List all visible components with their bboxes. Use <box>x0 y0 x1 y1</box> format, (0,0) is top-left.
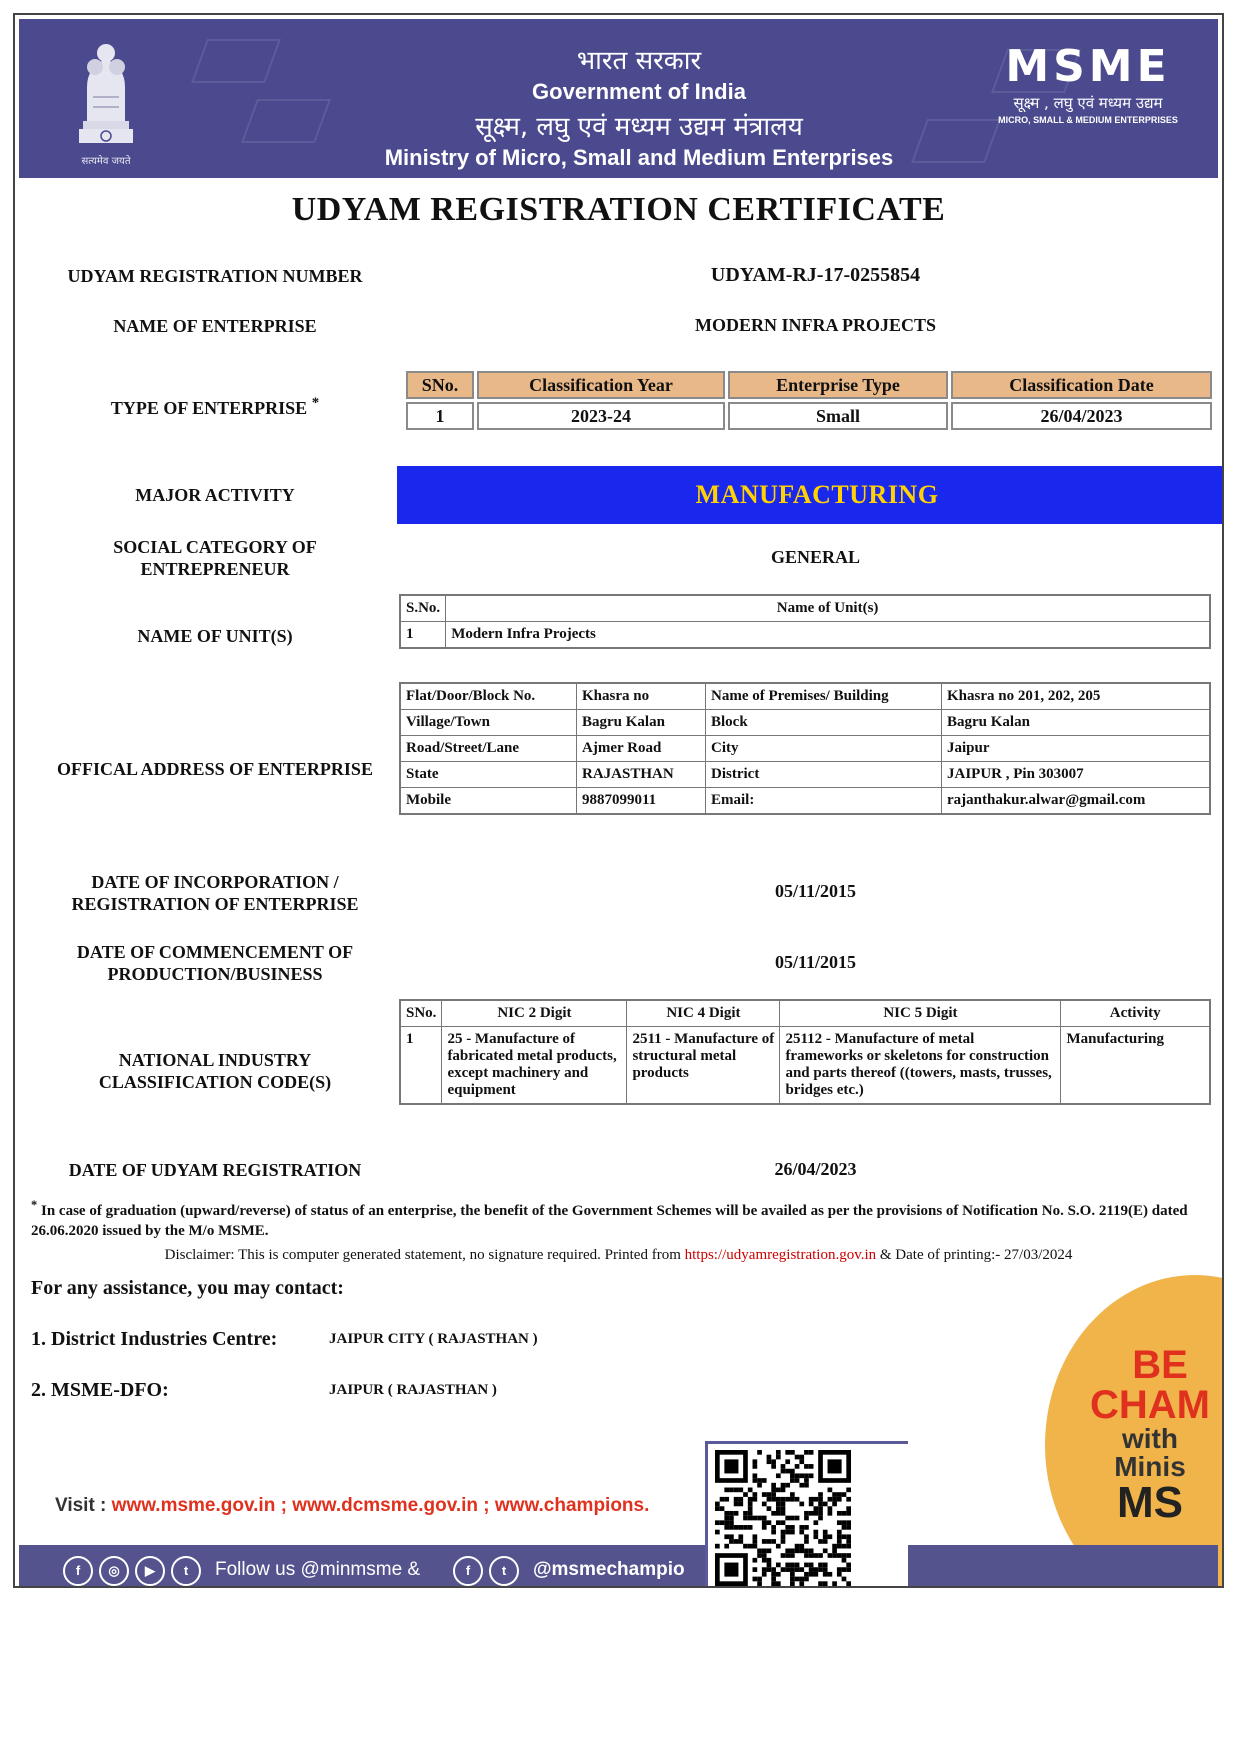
disclaimer-date: & Date of printing:- 27/03/2024 <box>879 1247 1073 1263</box>
commencement-date: 05/11/2015 <box>774 952 856 972</box>
visit-line <box>55 1495 649 1517</box>
table-row <box>406 402 1212 430</box>
msme-logo-hindi: सूक्ष्म , लघु एवं मध्यम उद्यम <box>1013 94 1163 112</box>
table-cell: Road/Street/Lane <box>400 736 577 762</box>
table-cell: Name of Premises/ Building <box>706 683 942 710</box>
nic-label-line1: NATIONAL INDUSTRY <box>118 1050 312 1070</box>
email-value: rajanthakur.alwar@gmail.com <box>942 788 1211 815</box>
table-cell: 26/04/2023 <box>951 402 1212 430</box>
table-row <box>400 762 1210 788</box>
nic-table <box>399 999 1211 1105</box>
follow-text-1: Follow us @minmsme & <box>215 1559 421 1580</box>
table-header-cell: SNo. <box>400 1000 442 1027</box>
activity-banner: MANUFACTURING <box>397 466 1224 524</box>
incorporation-label-line2: REGISTRATION OF ENTERPRISE <box>71 894 359 914</box>
table-header-row <box>406 371 1212 399</box>
udyam-date-value: 26/04/2023 <box>774 1159 857 1179</box>
activity-label: MAJOR ACTIVITY <box>135 485 295 505</box>
table-header-row <box>400 1000 1210 1027</box>
footnote-text: In case of graduation (upward/reverse) of status of an enterprise, the benefit of the Government Schemes will be availed as per the provisions of Notification No. S.O. 2119(E) dated 26.06.2020 issued by the M/o MSME. <box>31 1203 1188 1239</box>
classification-table <box>403 368 1215 433</box>
type-label <box>35 392 395 419</box>
table-header-cell: NIC 2 Digit <box>442 1000 627 1027</box>
champions-line: MS <box>1116 1478 1183 1527</box>
incorporation-label-line1: DATE OF INCORPORATION / <box>91 872 339 892</box>
msme-logo-word: MSME <box>1005 41 1171 92</box>
qr-code-icon <box>715 1450 851 1586</box>
table-header-cell: Classification Date <box>951 371 1212 399</box>
visit-sites[interactable]: www.msme.gov.in ; www.dcmsme.gov.in ; www.champions. <box>111 1495 650 1516</box>
disclaimer <box>15 1247 1222 1264</box>
dfo-label: 2. MSME-DFO: <box>31 1379 169 1401</box>
follow-text-2: @msmechampio <box>533 1559 685 1580</box>
social-label-line2: ENTREPRENEUR <box>140 559 290 579</box>
msme-logo-sub: MICRO, SMALL & MEDIUM ENTERPRISES <box>998 115 1178 125</box>
disclaimer-text: Disclaimer: This is computer generated statement, no signature required. Printed from <box>164 1247 681 1263</box>
table-cell: Khasra no <box>577 683 706 710</box>
udyam-portal-link[interactable]: https://udyamregistration.gov.in <box>684 1247 877 1263</box>
commencement-label <box>35 941 395 985</box>
visit-label: Visit : <box>55 1495 107 1516</box>
emblem-caption: सत्यमेव जयते <box>81 156 131 167</box>
instagram-icon[interactable]: ◎ <box>99 1556 129 1586</box>
header-gov: Government of India <box>532 79 746 104</box>
table-cell: Jaipur <box>942 736 1211 762</box>
reg-no-label: UDYAM REGISTRATION NUMBER <box>67 266 363 286</box>
table-header-cell: SNo. <box>406 371 474 399</box>
champions-text <box>1090 1345 1210 1525</box>
table-cell: Village/Town <box>400 710 577 736</box>
table-header-cell: Classification Year <box>477 371 725 399</box>
dic-label: 1. District Industries Centre: <box>31 1328 278 1350</box>
dic-value: JAIPUR CITY ( RAJASTHAN ) <box>329 1331 538 1347</box>
champions-line: Minis <box>1114 1451 1186 1482</box>
type-label-text: TYPE OF ENTERPRISE <box>110 398 308 418</box>
table-row <box>400 1027 1210 1105</box>
type-label-star: * <box>311 395 320 411</box>
table-header-row <box>400 595 1210 622</box>
enterprise-name-label: NAME OF ENTERPRISE <box>113 316 317 336</box>
table-cell: Mobile <box>400 788 577 815</box>
certificate-title: UDYAM REGISTRATION CERTIFICATE <box>291 191 946 228</box>
champions-line: with <box>1121 1423 1178 1454</box>
footer-social-bar <box>19 1545 1218 1588</box>
table-row <box>400 736 1210 762</box>
units-label: NAME OF UNIT(S) <box>137 626 293 646</box>
certificate-frame <box>13 13 1224 1588</box>
social-value: GENERAL <box>770 547 860 567</box>
table-header-cell: NIC 4 Digit <box>627 1000 780 1027</box>
social-label-line1: SOCIAL CATEGORY OF <box>113 537 317 557</box>
header-hindi-gov: भारत सरकार <box>576 46 702 76</box>
nic-label-line2: CLASSIFICATION CODE(S) <box>98 1072 332 1092</box>
table-cell: Khasra no 201, 202, 205 <box>942 683 1211 710</box>
commencement-label-line1: DATE OF COMMENCEMENT OF <box>76 942 354 962</box>
twitter-icon[interactable]: t <box>171 1556 201 1586</box>
footnote-star: * <box>31 1198 38 1212</box>
table-cell: 1 <box>400 1027 442 1105</box>
msme-logo <box>998 41 1178 125</box>
youtube-icon[interactable]: ▶ <box>135 1556 165 1586</box>
udyam-date-label: DATE OF UDYAM REGISTRATION <box>68 1160 362 1180</box>
table-header-cell: Name of Unit(s) <box>446 595 1210 622</box>
incorporation-label <box>35 871 395 915</box>
header-ministry: Ministry of Micro, Small and Medium Enterprises <box>384 145 894 170</box>
table-cell: Manufacturing <box>1061 1027 1210 1105</box>
champions-line: CHAM <box>1090 1383 1210 1427</box>
table-cell: Ajmer Road <box>577 736 706 762</box>
table-header-cell: Enterprise Type <box>728 371 948 399</box>
twitter-icon[interactable]: t <box>489 1556 519 1586</box>
table-cell: 25112 - Manufacture of metal frameworks or skeletons for construction and parts thereof ((towers, masts, trusses, bridges etc.) <box>780 1027 1061 1105</box>
table-cell: Modern Infra Projects <box>446 622 1210 649</box>
table-cell: Bagru Kalan <box>577 710 706 736</box>
header-banner <box>19 19 1218 178</box>
table-header-cell: S.No. <box>400 595 446 622</box>
facebook-icon[interactable]: f <box>453 1556 483 1586</box>
table-cell: 25 - Manufacture of fabricated metal products, except machinery and equipment <box>442 1027 627 1105</box>
table-header-cell: Activity <box>1061 1000 1210 1027</box>
footnote <box>31 1195 1221 1241</box>
table-cell: District <box>706 762 942 788</box>
table-cell: 9887099011 <box>577 788 706 815</box>
table-cell: RAJASTHAN <box>577 762 706 788</box>
table-cell: Email: <box>706 788 942 815</box>
nic-label <box>35 1049 395 1093</box>
table-header-cell: NIC 5 Digit <box>780 1000 1061 1027</box>
address-table <box>399 682 1211 815</box>
units-table <box>399 594 1211 649</box>
table-cell: 2023-24 <box>477 402 725 430</box>
table-cell: City <box>706 736 942 762</box>
table-cell: 1 <box>406 402 474 430</box>
header-hindi-ministry: सूक्ष्म, लघु एवं मध्यम उद्यम मंत्रालय <box>475 112 803 142</box>
table-cell: Small <box>728 402 948 430</box>
contact-heading: For any assistance, you may contact: <box>31 1277 344 1299</box>
table-cell: Block <box>706 710 942 736</box>
facebook-icon[interactable]: f <box>63 1556 93 1586</box>
table-cell: JAIPUR , Pin 303007 <box>942 762 1211 788</box>
table-cell: Flat/Door/Block No. <box>400 683 577 710</box>
table-cell: 1 <box>400 622 446 649</box>
commencement-label-line2: PRODUCTION/BUSINESS <box>107 964 323 984</box>
table-cell: 2511 - Manufacture of structural metal products <box>627 1027 780 1105</box>
incorporation-date: 05/11/2015 <box>774 881 856 901</box>
champions-line: BE <box>1132 1343 1188 1387</box>
table-row <box>400 788 1210 815</box>
table-cell: Bagru Kalan <box>942 710 1211 736</box>
table-row <box>400 622 1210 649</box>
enterprise-name-value: MODERN INFRA PROJECTS <box>694 315 936 335</box>
table-cell: State <box>400 762 577 788</box>
reg-no-value: UDYAM-RJ-17-0255854 <box>710 264 921 286</box>
table-row <box>400 710 1210 736</box>
social-label <box>35 536 395 580</box>
dfo-value: JAIPUR ( RAJASTHAN ) <box>329 1382 497 1398</box>
national-emblem-icon <box>69 37 143 157</box>
table-row <box>400 683 1210 710</box>
address-label: OFFICAL ADDRESS OF ENTERPRISE <box>57 759 373 779</box>
